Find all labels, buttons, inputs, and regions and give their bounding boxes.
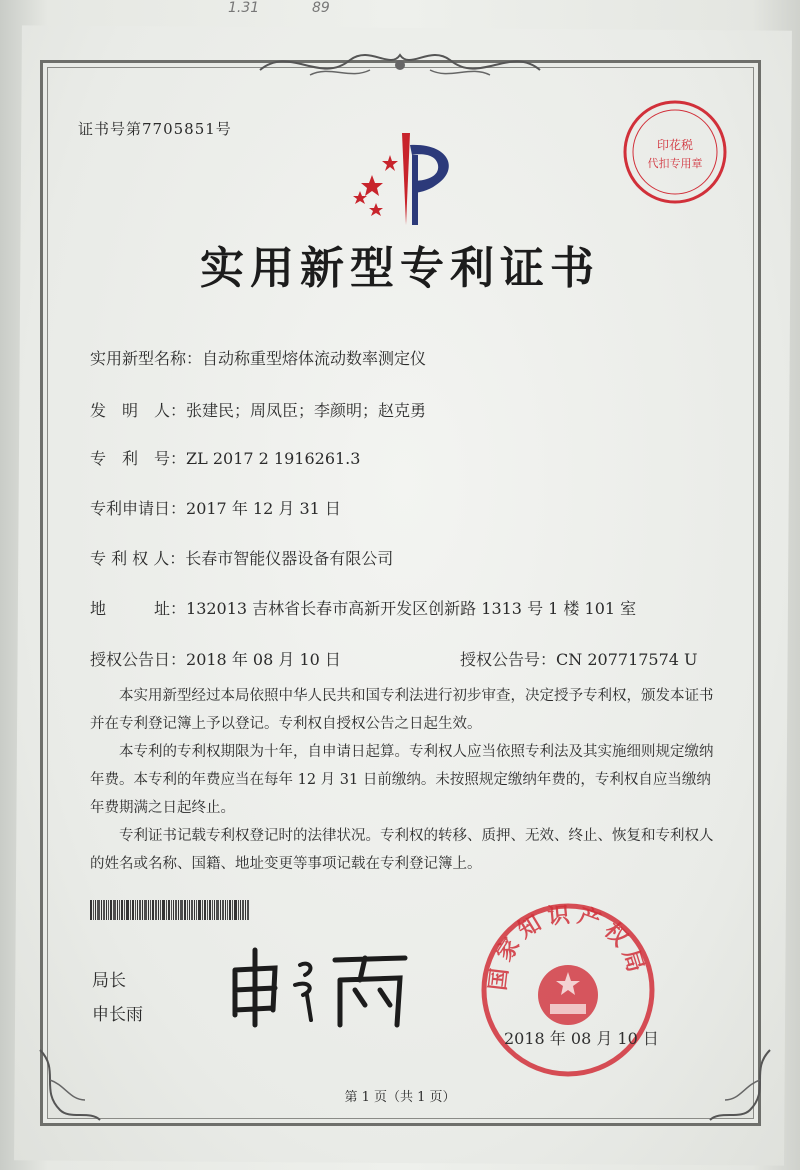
- barcode-bar: [162, 900, 165, 920]
- barcode-bar: [124, 900, 125, 920]
- field-address-label: 地 址：: [90, 599, 187, 618]
- field-inventors-label: 发 明 人：: [90, 401, 187, 420]
- barcode-bar: [178, 900, 179, 920]
- barcode-bar: [144, 900, 147, 920]
- barcode-bar: [132, 900, 134, 920]
- barcode-bar: [227, 900, 228, 920]
- field-filing-date-value: 2017 年 12 月 31 日: [186, 499, 341, 518]
- barcode-bar: [234, 900, 237, 920]
- barcode-bar: [202, 900, 203, 920]
- barcode-bar: [184, 900, 186, 920]
- field-patentee-value: 长春市智能仪器设备有限公司: [185, 549, 394, 568]
- barcode-bar: [180, 900, 183, 920]
- barcode-bar: [148, 900, 149, 920]
- barcode-bar: [168, 900, 170, 920]
- barcode-bar: [93, 900, 94, 920]
- field-patent-no-value: ZL 2017 2 1916261.3: [186, 449, 361, 468]
- barcode-bar: [207, 900, 208, 920]
- barcode-bar: [189, 900, 190, 920]
- field-name-value: 自动称重型熔体流动数率测定仪: [202, 349, 427, 368]
- barcode-bar: [90, 900, 92, 920]
- field-name-label: 实用新型名称：: [90, 349, 203, 368]
- barcode-bar: [110, 900, 112, 920]
- top-ornament: [250, 40, 550, 90]
- barcode-bar: [171, 900, 172, 920]
- stamp-text-2: 代扣专用章: [647, 157, 703, 170]
- barcode-bar: [158, 900, 159, 920]
- bottom-right-ornament: [700, 1040, 780, 1130]
- field-patentee-label: 专 利 权 人：: [90, 549, 186, 568]
- director-signature: [215, 940, 415, 1030]
- patent-office-logo-icon: [340, 125, 470, 235]
- field-filing-date-label: 专利申请日：: [90, 499, 187, 518]
- barcode-bar: [103, 900, 105, 920]
- field-inventors-value: 张建民；周凤臣；李颜明；赵克勇: [186, 401, 427, 420]
- field-grant-date: [90, 647, 341, 670]
- handwritten-note-1: 1.31: [228, 0, 260, 16]
- body-paragraph-3: 专利证书记载专利权登记时的法律状况。专利权的转移、质押、无效、终止、恢复和专利权人的姓名或名称、国籍、地址变更等事项记载在专利登记簿上。: [90, 828, 714, 872]
- barcode-bar: [240, 900, 241, 920]
- barcode-bar: [220, 900, 221, 920]
- barcode-bar: [101, 900, 102, 920]
- barcode-bar: [212, 900, 213, 920]
- field-grant-no-label: 授权公告号：: [460, 650, 557, 669]
- page-title: 实用新型专利证书: [200, 243, 600, 294]
- seal-text: 国家知识产权局: [485, 902, 650, 992]
- barcode: [90, 900, 305, 920]
- barcode-bar: [242, 900, 244, 920]
- barcode-bar: [117, 900, 118, 920]
- body-paragraph-2: 本专利的专利权期限为十年，自申请日起算。专利权人应当依照专利法及其实施细则规定缴纳年费。本专利的年费应当在每年 12 月 31 日前缴纳。未按照规定缴纳年费的，专利权自应当缴纳年费期满之日起终止。: [90, 744, 714, 816]
- barcode-bar: [119, 900, 120, 920]
- field-name: [90, 346, 426, 369]
- barcode-bar: [113, 900, 116, 920]
- field-patentee: [90, 546, 393, 569]
- field-patent-no-label: 专 利 号：: [90, 449, 187, 468]
- barcode-bar: [247, 900, 249, 920]
- barcode-bar: [198, 900, 201, 920]
- barcode-bar: [204, 900, 206, 920]
- field-grant-no: [460, 647, 698, 670]
- field-grant-date-value: 2018 年 08 月 10 日: [186, 650, 341, 669]
- field-grant-no-value: CN 207717574 U: [556, 650, 698, 669]
- barcode-bar: [121, 900, 123, 920]
- barcode-bar: [196, 900, 197, 920]
- barcode-bar: [232, 900, 233, 920]
- field-patent-no: [90, 446, 360, 469]
- barcode-bar: [173, 900, 174, 920]
- barcode-bar: [155, 900, 157, 920]
- certificate-number: 证书号第7705851号: [78, 120, 232, 138]
- barcode-bar: [191, 900, 193, 920]
- barcode-bar: [97, 900, 100, 920]
- director-name: 申长雨: [92, 1005, 143, 1025]
- stamp-duty-stamp: [620, 97, 730, 207]
- barcode-bar: [106, 900, 107, 920]
- barcode-bar: [225, 900, 226, 920]
- barcode-bar: [126, 900, 129, 920]
- barcode-bar: [222, 900, 224, 920]
- bottom-left-ornament: [30, 1040, 110, 1130]
- body-paragraph-1: 本实用新型经过本局依照中华人民共和国专利法进行初步审查，决定授予专利权，颁发本证书并在专利登记簿上予以登记。专利权自授权公告之日起生效。: [90, 688, 714, 732]
- field-address: [90, 596, 636, 619]
- barcode-bar: [139, 900, 141, 920]
- barcode-bar: [108, 900, 109, 920]
- barcode-bar: [216, 900, 219, 920]
- barcode-bar: [245, 900, 246, 920]
- barcode-bar: [95, 900, 96, 920]
- barcode-bar: [187, 900, 188, 920]
- barcode-bar: [229, 900, 231, 920]
- barcode-bar: [130, 900, 131, 920]
- field-inventors: [90, 398, 426, 421]
- field-address-value: 132013 吉林省长春市高新开发区创新路 1313 号 1 楼 101 室: [186, 599, 637, 618]
- barcode-bar: [175, 900, 177, 920]
- national-ip-office-seal: [478, 900, 658, 1080]
- field-grant-date-label: 授权公告日：: [90, 650, 187, 669]
- field-filing-date: [90, 496, 341, 519]
- director-title: 局长: [92, 971, 126, 991]
- barcode-bar: [238, 900, 239, 920]
- stamp-text-1: 印花税: [656, 138, 694, 152]
- barcode-bar: [137, 900, 138, 920]
- barcode-bar: [209, 900, 211, 920]
- page-number: 第 1 页（共 1 页）: [344, 1090, 456, 1105]
- barcode-bar: [142, 900, 143, 920]
- seal-date: 2018 年 08 月 10 日: [504, 1029, 659, 1048]
- barcode-bar: [214, 900, 215, 920]
- barcode-bar: [150, 900, 151, 920]
- handwritten-note-2: 89: [312, 0, 330, 16]
- barcode-bar: [152, 900, 154, 920]
- barcode-bar: [160, 900, 161, 920]
- certificate-body: [90, 682, 720, 878]
- barcode-bar: [135, 900, 136, 920]
- barcode-bar: [194, 900, 195, 920]
- barcode-bar: [166, 900, 167, 920]
